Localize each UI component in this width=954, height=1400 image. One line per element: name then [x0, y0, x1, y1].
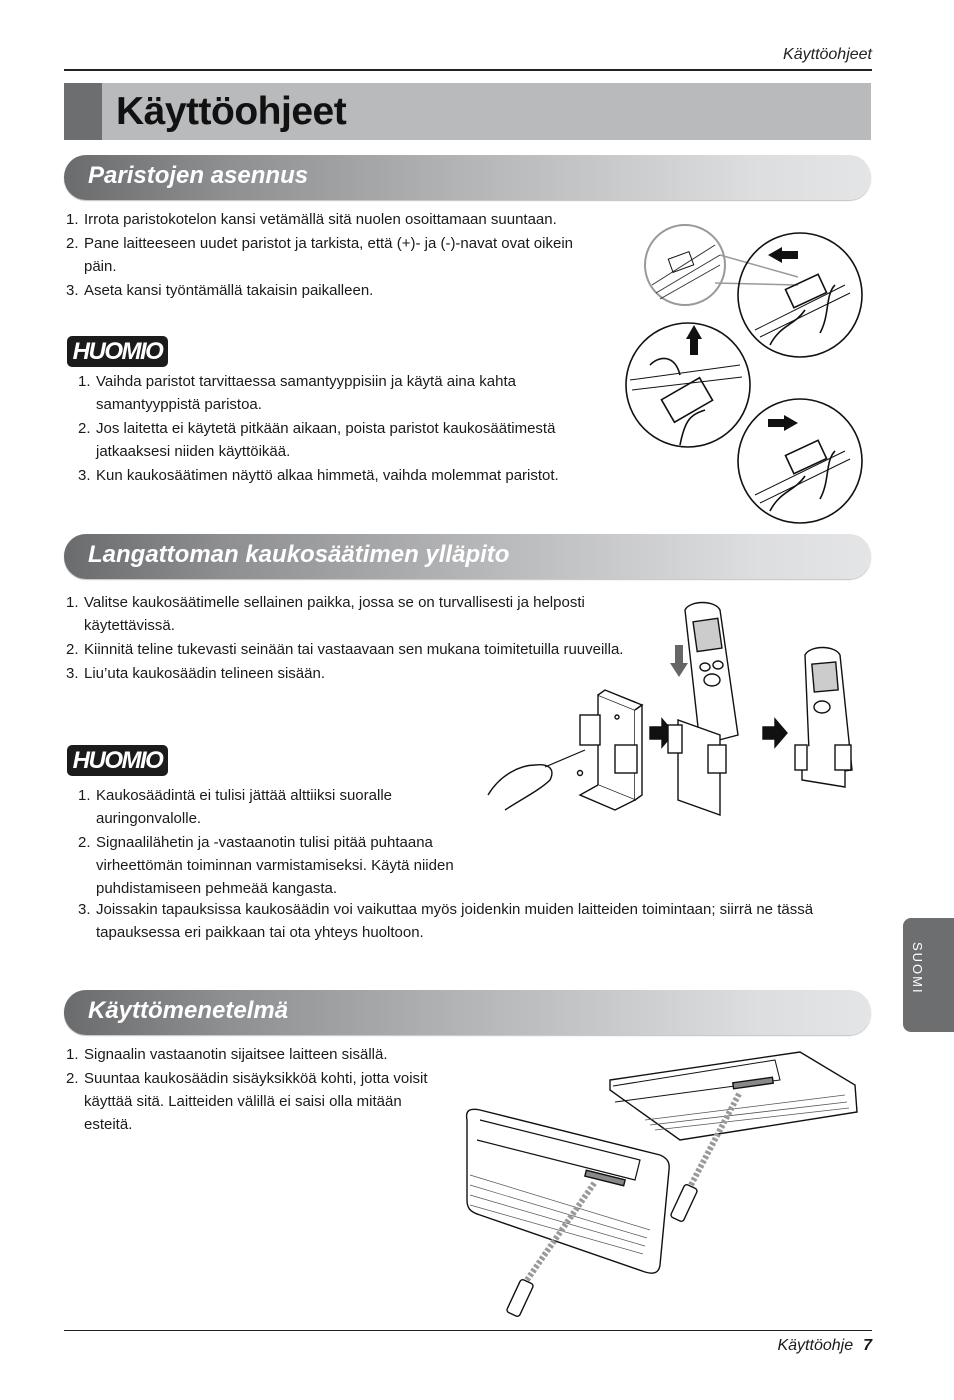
- title-tab-block: [64, 83, 102, 140]
- list-item: 3. Kun kaukosäätimen näyttö alkaa himmetä, vaihda molemmat paristot.: [78, 467, 559, 484]
- language-tab: [903, 918, 954, 1032]
- section-title: Langattoman kaukosäätimen ylläpito: [88, 541, 510, 568]
- battery-notes-list: [78, 370, 598, 488]
- section-header-remote-care: [64, 534, 871, 579]
- caution-badge: HUOMIO: [67, 336, 168, 367]
- list-item: 3. Aseta kansi työntämällä takaisin paikalleen.: [66, 282, 374, 299]
- section-title: Käyttömenetelmä: [88, 997, 289, 1024]
- list-item: 2. Suuntaa kaukosäädin sisäyksikköä kohti, jotta voisit käyttää sitä. Laitteiden välillä ei saisi olla mitään esteitä.: [66, 1070, 428, 1133]
- footer-rule: [64, 1330, 872, 1331]
- remote-holder-illustration: [480, 595, 870, 820]
- list-item: 2. Signaalilähetin ja -vastaanotin tulisi pitää puhtaana virheettömän toiminnan varmistamiseksi. Käytä niiden puhdistamiseen pehmeää kangasta.: [78, 834, 454, 897]
- section-header-operation: [64, 990, 871, 1035]
- page-title: Käyttöohjeet: [116, 90, 347, 133]
- list-item: 3. Joissakin tapauksissa kaukosäädin voi vaikuttaa myös joidenkin muiden laitteiden toimintaan; siirrä ne tässä tapauksessa eri paikkaan tai ota yhteys huoltoon.: [78, 901, 814, 941]
- list-item: 3. Liu’uta kaukosäädin telineen sisään.: [66, 665, 326, 682]
- list-item: 1. Irrota paristokotelon kansi vetämällä sitä nuolen osoittamaan suuntaan.: [66, 211, 557, 228]
- remote-care-notes-list-cont: [78, 898, 878, 945]
- remote-care-notes-list: [78, 784, 456, 901]
- header-rule: [64, 69, 872, 71]
- footer: [777, 1337, 872, 1355]
- operation-steps-list: [66, 1043, 451, 1137]
- indoor-unit-remote-illustration: [455, 1040, 875, 1320]
- footer-text: Käyttöohje: [777, 1337, 854, 1354]
- page-number: 7: [863, 1337, 872, 1354]
- list-item: 2. Jos laitetta ei käytetä pitkään aikaan, poista paristot kaukosäätimestä jatkaaksesi niiden käyttöikää.: [78, 420, 556, 460]
- list-item: 2. Pane laitteeseen uudet paristot ja tarkista, että (+)- ja (-)-navat ovat oikein päin.: [66, 235, 574, 275]
- battery-steps-list: [66, 208, 596, 303]
- section-header-battery: [64, 155, 871, 200]
- list-item: 1. Signaalin vastaanotin sijaitsee laitteen sisällä.: [66, 1046, 388, 1063]
- battery-replacement-illustration: [620, 215, 870, 525]
- caution-badge: HUOMIO: [67, 745, 168, 776]
- list-item: 1. Vaihda paristot tarvittaessa samantyyppisiin ja käytä aina kahta samantyyppistä paristoa.: [78, 373, 516, 413]
- page-title-bar: [64, 83, 871, 140]
- language-label: SUOMI: [910, 942, 925, 995]
- list-item: 1. Kaukosäädintä ei tulisi jättää alttiiksi suoralle auringonvalolle.: [78, 787, 392, 827]
- section-title: Paristojen asennus: [88, 162, 309, 189]
- list-item: 2. Kiinnitä teline tukevasti seinään tai vastaavaan sen mukana toimitetuilla ruuveilla.: [66, 641, 624, 658]
- running-header: Käyttöohjeet: [783, 46, 872, 63]
- list-item: 1. Valitse kaukosäätimelle sellainen paikka, jossa se on turvallisesti ja helposti käytettävissä.: [66, 594, 585, 634]
